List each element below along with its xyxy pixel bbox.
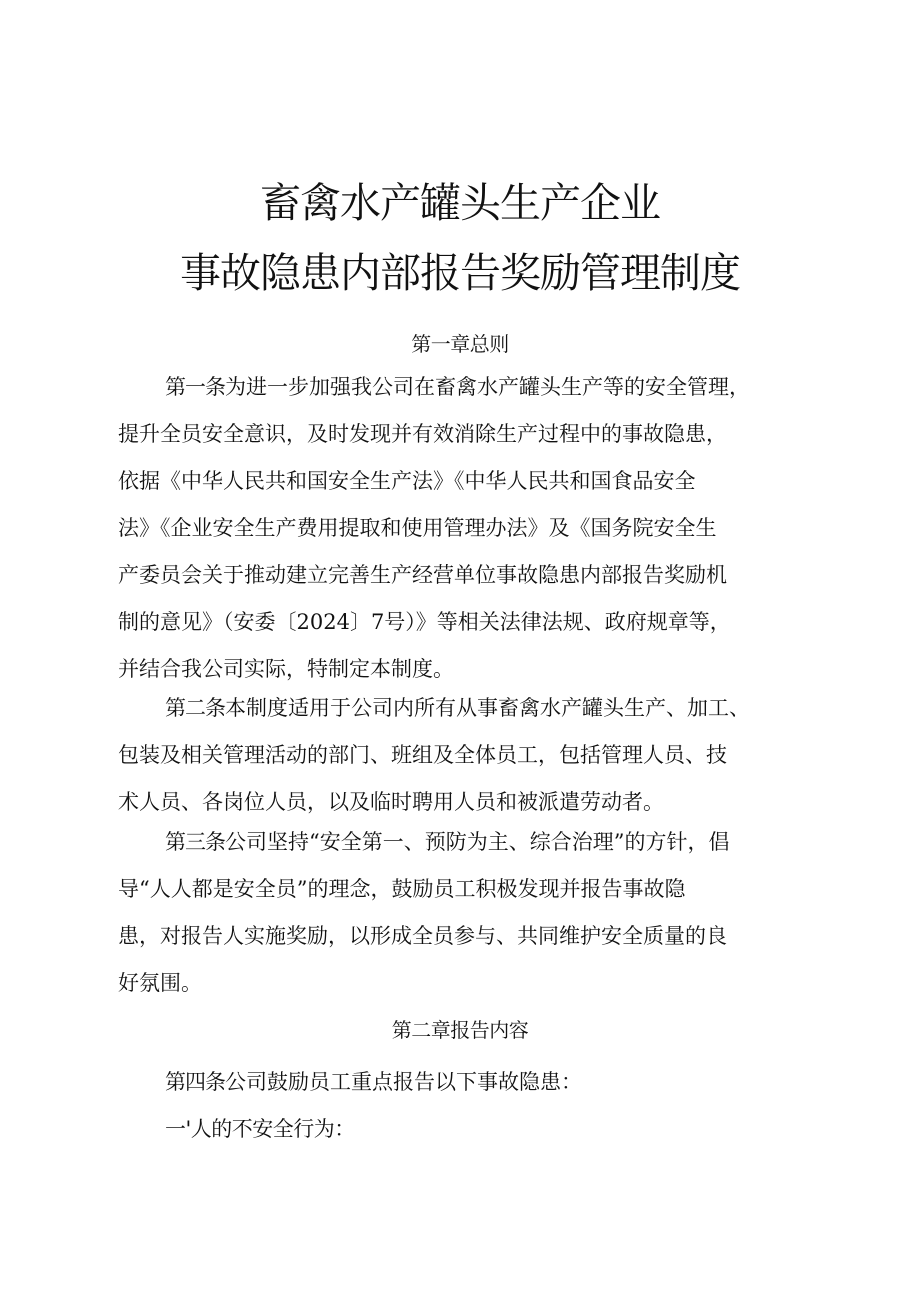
document-title-line-1: 畜禽水产罐头生产企业 [260, 179, 660, 227]
subheading-unsafe-behavior: 一'人的不安全行为： [165, 1117, 355, 1141]
article-2 [118, 685, 818, 826]
article-1-text-1: 为进一步加强我公司在畜禽水产罐头生产等的安全管理， [225, 375, 750, 399]
document-title-line-2: 事故隐患内部报告奖励管理制度 [180, 249, 740, 297]
article-1-line-5: 产委员会关于推动建立完善生产经营单位事故隐患内部报告奖励机 [118, 563, 727, 587]
article-3-label: 第三条 [165, 830, 225, 854]
article-3-text-1: 公司坚持“安全第一、预防为主、综合治理”的方针，倡 [225, 830, 730, 854]
article-4-text-1: 公司鼓励员工重点报告以下事故隐患： [225, 1070, 582, 1094]
article-4 [118, 1059, 818, 1106]
article-3-line-1 [118, 819, 818, 866]
article-1 [118, 364, 818, 693]
article-4-label: 第四条 [165, 1070, 225, 1094]
article-1-line-3: 依据《中华人民共和国安全生产法》《中华人民共和国食品安全 [118, 469, 696, 493]
article-2-line-2: 包装及相关管理活动的部门、班组及全体员工，包括管理人员、技 [118, 743, 727, 767]
article-1-line-7: 并结合我公司实际，特制定本制度。 [118, 657, 454, 681]
article-2-line-1 [118, 685, 818, 732]
article-1-line-4: 法》《企业安全生产费用提取和使用管理办法》及《国务院安全生 [118, 516, 717, 540]
article-1-line-2: 提升全员安全意识，及时发现并有效消除生产过程中的事故隐患， [118, 422, 727, 446]
article-3-line-3: 患，对报告人实施奖励，以形成全员参与、共同维护安全质量的良 [118, 924, 727, 948]
article-4-line-1 [118, 1059, 818, 1106]
article-2-text-1: 本制度适用于公司内所有从事畜禽水产罐头生产、加工、 [225, 696, 750, 720]
article-1-line-1 [118, 364, 818, 411]
article-2-label: 第二条 [165, 696, 225, 720]
article-3 [118, 819, 818, 1007]
article-3-line-4: 好氛围。 [118, 971, 202, 995]
article-1-line-6: 制的意见》（安委〔2024〕7号）》等相关法律法规、政府规章等， [118, 610, 731, 634]
article-2-line-3: 术人员、各岗位人员，以及临时聘用人员和被派遣劳动者。 [118, 790, 664, 814]
chapter-1-heading: 第一章总则 [411, 332, 509, 356]
article-3-line-2: 导“人人都是安全员”的理念，鼓励员工积极发现并报告事故隐 [118, 877, 686, 901]
chapter-2-heading: 第二章报告内容 [391, 1018, 529, 1042]
article-1-label: 第一条 [165, 375, 225, 399]
